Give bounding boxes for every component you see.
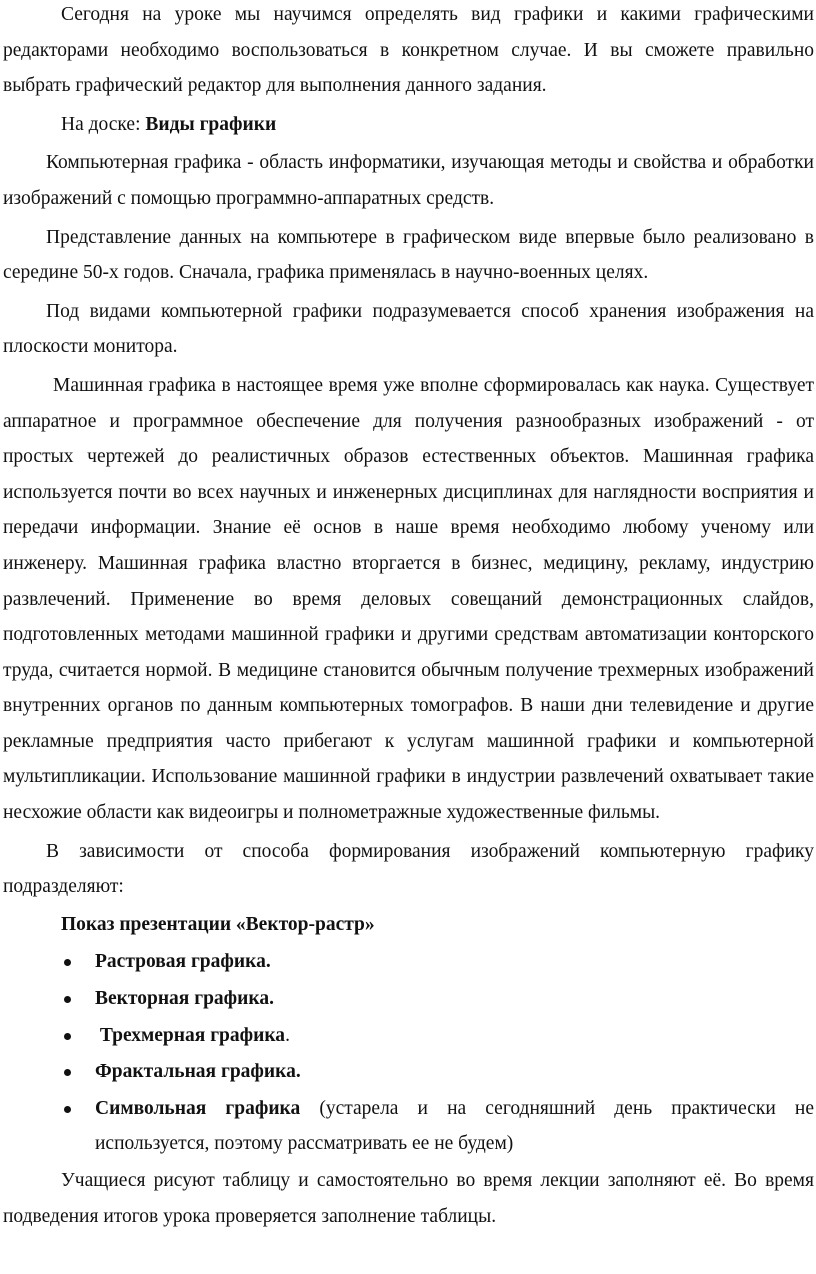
- list-item: [3, 1018, 814, 1054]
- list-item: [3, 981, 814, 1017]
- classification-paragraph: В зависимости от способа формирования изображений компьютерную графику подразделяют:: [3, 840, 814, 898]
- list-item-bold: Векторная графика.: [95, 988, 274, 1010]
- students-paragraph: Учащиеся рисуют таблицу и самостоятельно во время лекции заполняют её. Во время подведения итогов урока проверяется заполнение таблицы.: [3, 1170, 814, 1227]
- bullet-dot-icon: [64, 1069, 71, 1076]
- list-item: [3, 1091, 814, 1162]
- bullet-dot-icon: [64, 1033, 71, 1040]
- list-item-bold: Фрактальная графика.: [95, 1061, 301, 1083]
- bullet-dot-icon: [64, 996, 71, 1003]
- machine-graphics-paragraph: Машинная графика в настоящее время уже вполне сформировалась как наука. Существует аппаратное и программное обеспечение для получения разнообразных изображений - от простых чертежей до реалистичных образов естественных объектов. Машинная графика используется почти во всех научных и инженерных дисциплинах для наглядности восприятия и передачи информации. Знание её основ в наше время необходимо любому ученому или инженеру. Машинная графика властно вторгается в бизнес, медицину, рекламу, индустрию развлечений. Применение во время деловых совещаний демонстрационных слайдов, подготовленных методами машинной графики и другими средствам автоматизации конторского труда, считается нормой. В медицине становится обычным получение трехмерных изображений внутренних органов по данным компьютерных томографов. В наши дни телевидение и другие рекламные предприятия часто прибегают к услугам машинной графики и компьютерной мультипликации. Использование машинной графики в индустрии развлечений охватывает такие несхожие области как видеоигры и полнометражные художественные фильмы.: [3, 374, 814, 824]
- list-item-bold: Символьная графика: [95, 1097, 301, 1119]
- graphics-types-list: [3, 944, 814, 1162]
- bullet-dot-icon: [64, 1106, 71, 1113]
- presentation-heading: [3, 907, 814, 943]
- board-heading: [3, 107, 814, 143]
- presentation-title: Показ презентации «Вектор-растр»: [61, 913, 375, 935]
- list-item-rest: .: [285, 1024, 290, 1046]
- board-label: На доске:: [61, 113, 146, 135]
- list-item-bold: Растровая графика.: [95, 951, 271, 973]
- types-paragraph: Под видами компьютерной графики подразумевается способ хранения изображения на плоскости монитора.: [3, 300, 814, 358]
- board-title: Виды графики: [145, 113, 277, 135]
- history-paragraph: Представление данных на компьютере в графическом виде впервые было реализовано в середине 50-х годов. Сначала, графика применялась в научно-военных целях.: [3, 226, 814, 284]
- intro-paragraph: Сегодня на уроке мы научимся определять вид графики и какими графическими редакторами необходимо воспользоваться в конкретном случае. И вы сможете правильно выбрать графический редактор для выполнения данного задания.: [3, 4, 814, 97]
- bullet-dot-icon: [64, 959, 71, 966]
- list-item: [3, 1054, 814, 1090]
- list-item-rest: (устарела и на сегодняшний день практически не используется, поэтому рассматривать ее не будем): [95, 1097, 814, 1155]
- list-item: [3, 944, 814, 980]
- definition-paragraph: Компьютерная графика - область информатики, изучающая методы и свойства и обработки изображений с помощью программно-аппаратных средств.: [3, 152, 814, 209]
- list-item-bold: Трехмерная графика: [95, 1024, 286, 1046]
